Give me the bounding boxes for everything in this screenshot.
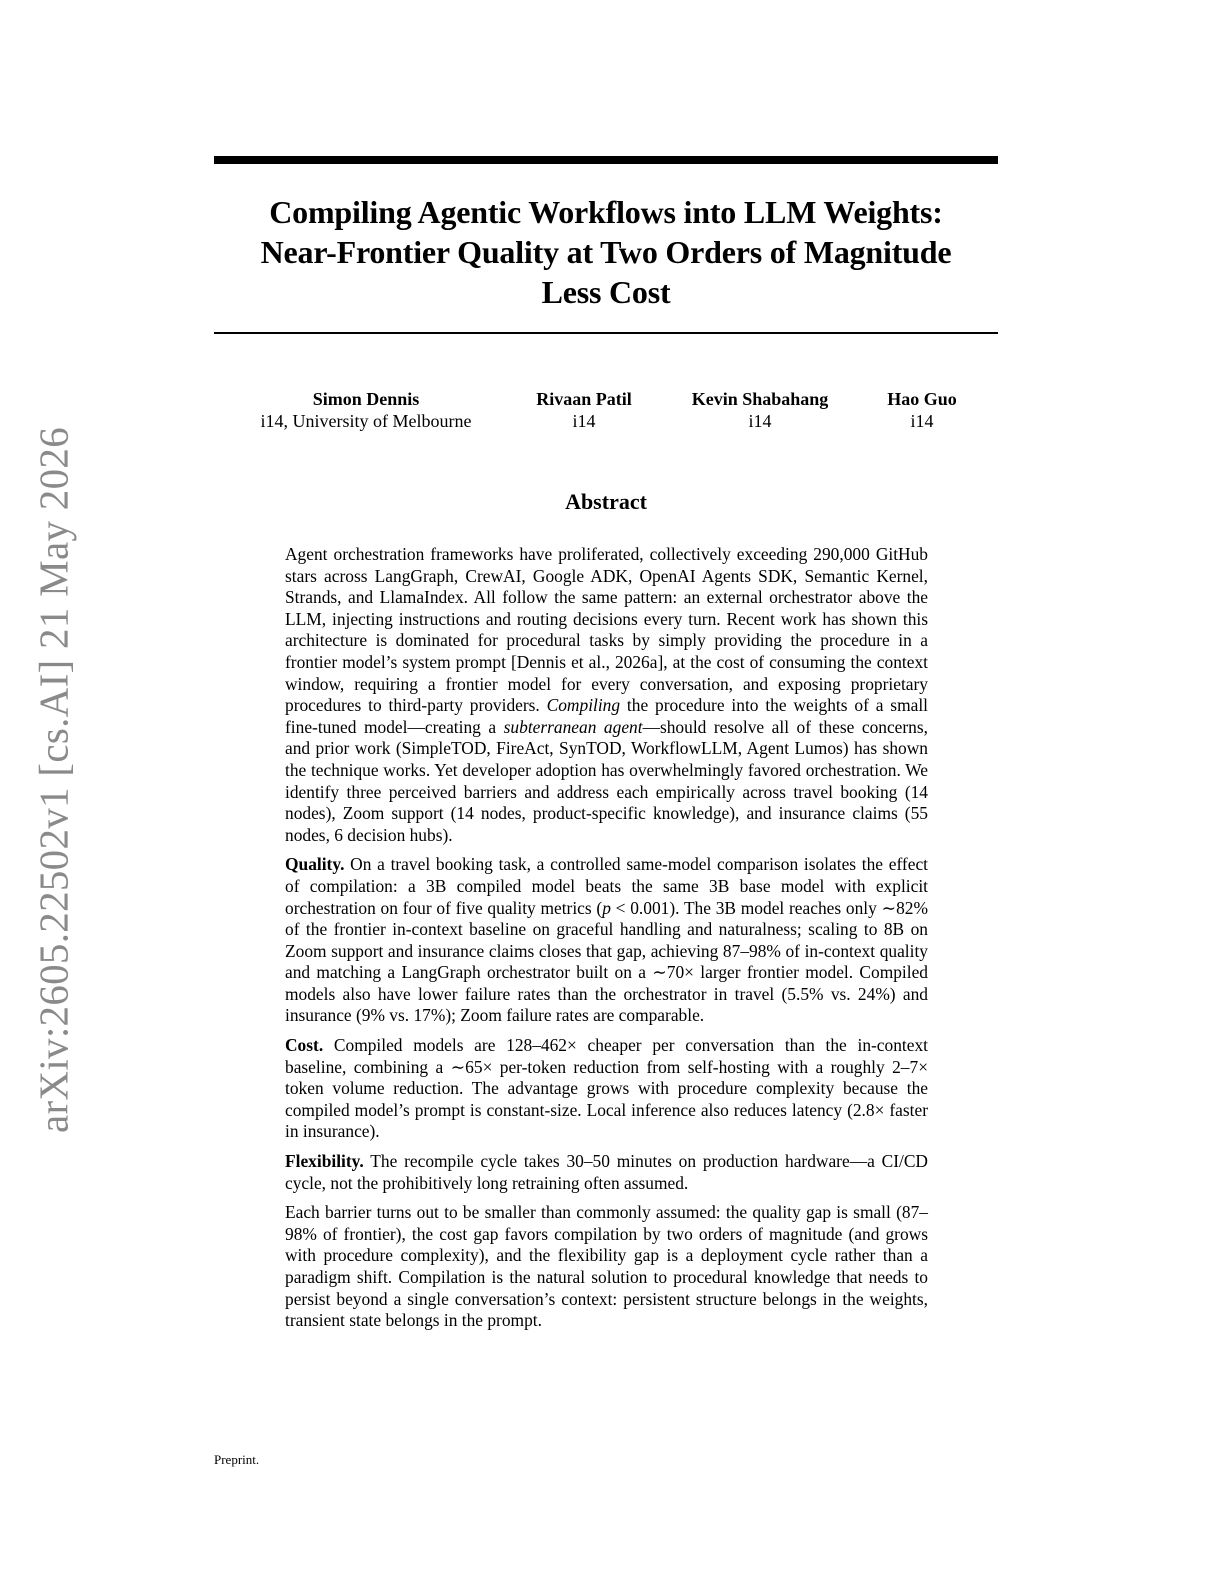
quality-label: Quality. [285, 854, 345, 875]
abstract-paragraph-cost: Cost. Compiled models are 128–462× cheaper per conversation than the in-context baseline, combining a ∼65× per-token reduction from self-hosting with a roughly 2–7× token volume reduction. The advantage grows with procedure complexity because the compiled model’s prompt is constant-size. Local inference also reduces latency (2.8× faster in insurance). [285, 1035, 928, 1142]
abstract-body [285, 544, 928, 1340]
title-bottom-rule [214, 332, 998, 334]
abstract-paragraph-intro: Agent orchestration frameworks have proliferated, collectively exceeding 290,000 GitHub stars across LangGraph, CrewAI, Google ADK, OpenAI Agents SDK, Semantic Kernel, Strands, and LlamaIndex. All follow the same pattern: an external orchestrator above the LLM, injecting instructions and routing decisions every turn. Recent work has shown this architecture is dominated for procedural tasks by simply providing the procedure in a frontier model’s system prompt [Dennis et al., 2026a], at the cost of consuming the context window, requiring a frontier model for every conversation, and exposing proprietary procedures to third-party providers. Compiling the procedure into the weights of a small fine-tuned model—creating a subterranean agent—should resolve all of these concerns, and prior work (SimpleTOD, FireAct, SynTOD, WorkflowLLM, Agent Lumos) has shown the technique works. Yet developer adoption has overwhelmingly favored orchestration. We identify three perceived barriers and address each empirically across travel booking (14 nodes), Zoom support (14 nodes, product-specific knowledge), and insurance claims (55 nodes, 6 decision hubs). [285, 544, 928, 845]
author-1 [261, 388, 472, 432]
title-line-2: Near-Frontier Quality at Two Orders of Magnitude [260, 234, 952, 270]
author-affiliation: i14, University of Melbourne [260, 411, 472, 431]
author-name: Simon Dennis [312, 389, 420, 409]
abstract-paragraph-flexibility: Flexibility. The recompile cycle takes 30–50 minutes on production hardware—a CI/CD cycle, not the prohibitively long retraining often assumed. [285, 1151, 928, 1193]
paper-title [214, 192, 998, 312]
title-line-3: Less Cost [541, 274, 671, 310]
author-affiliation: i14 [748, 411, 772, 431]
author-2 [536, 388, 632, 432]
author-3 [692, 388, 829, 432]
title-line-1: Compiling Agentic Workflows into LLM Weights: [269, 194, 943, 230]
preprint-footnote: Preprint. [214, 1452, 260, 1467]
abstract-paragraph-conclusion: Each barrier turns out to be smaller than commonly assumed: the quality gap is small (87–98% of frontier), the cost gap favors compilation by two orders of magnitude (and grows with procedure complexity), and the flexibility gap is a deployment cycle rather than a paradigm shift. Compilation is the natural solution to procedural knowledge that needs to persist beyond a single conversation’s context: persistent structure belongs in the weights, transient state belongs in the prompt. [285, 1202, 928, 1331]
arxiv-identifier-stamp: arXiv:2605.22502v1 [cs.AI] 21 May 2026 [30, 426, 77, 1134]
author-block [0, 388, 1224, 438]
cost-label: Cost. [285, 1035, 324, 1056]
author-name: Kevin Shabahang [691, 389, 829, 409]
author-4 [887, 388, 957, 432]
author-affiliation: i14 [910, 411, 934, 431]
abstract-heading: Abstract [565, 489, 647, 514]
author-name: Hao Guo [887, 389, 957, 409]
abstract-paragraph-quality: Quality. On a travel booking task, a controlled same-model comparison isolates the effect of compilation: a 3B compiled model beats the same 3B base model with explicit orchestration on four of five quality metrics (p < 0.001). The 3B model reaches only ∼82% of the frontier in-context baseline on graceful handling and naturalness; scaling to 8B on Zoom support and insurance claims closes that gap, achieving 87–98% of in-context quality and matching a LangGraph orchestrator built on a ∼70× larger frontier model. Compiled models also have lower failure rates than the orchestrator in travel (5.5% vs. 24%) and insurance (9% vs. 17%); Zoom failure rates are comparable. [285, 854, 928, 1026]
author-affiliation: i14 [572, 411, 596, 431]
author-name: Rivaan Patil [536, 389, 632, 409]
title-top-rule [214, 156, 998, 164]
flexibility-label: Flexibility. [285, 1151, 364, 1172]
